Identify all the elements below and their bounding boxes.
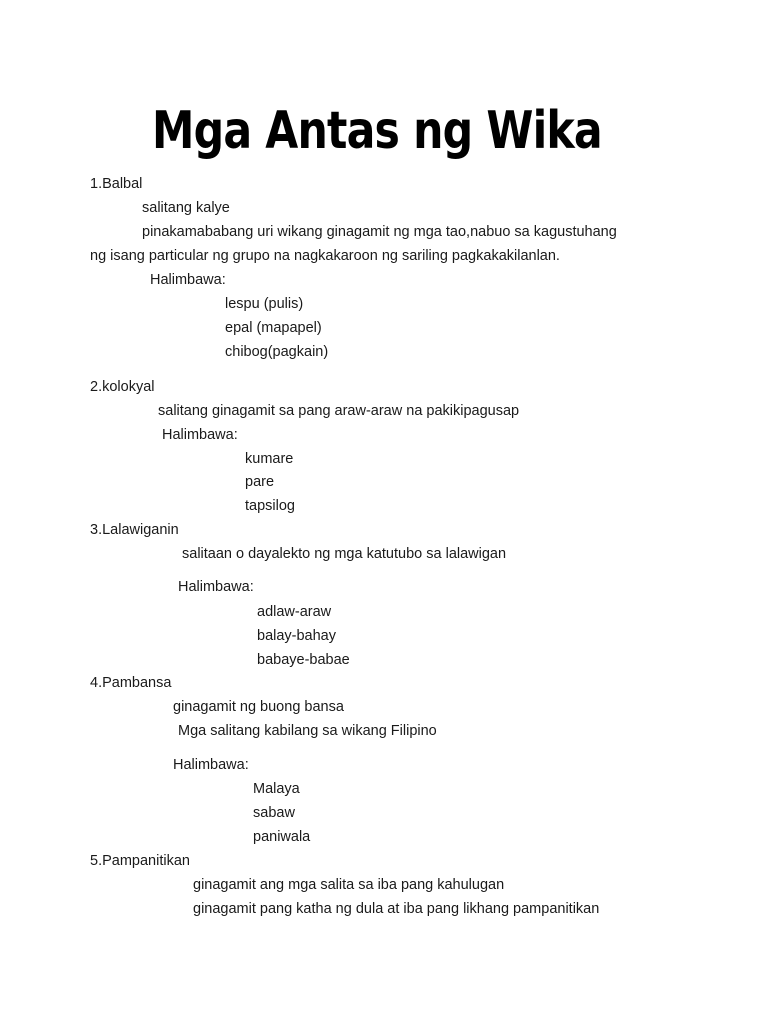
definition-line: salitaan o dayalekto ng mga katutubo sa lalawigan xyxy=(182,546,507,562)
page-title: Mga Antas ng Wika xyxy=(152,101,602,161)
example-label: Halimbawa: xyxy=(162,427,238,443)
example-item: tapsilog xyxy=(245,498,295,514)
example-item: epal (mapapel) xyxy=(225,320,322,336)
example-item: kumare xyxy=(245,451,294,467)
example-label: Halimbawa: xyxy=(150,272,226,288)
section-heading: 3.Lalawiganin xyxy=(90,522,179,538)
definition-line: ginagamit ng buong bansa xyxy=(173,699,344,715)
example-item: babaye-babae xyxy=(257,652,350,668)
example-item: lespu (pulis) xyxy=(225,296,304,312)
definition-line: Mga salitang kabilang sa wikang Filipino xyxy=(178,723,437,739)
section-heading: 5.Pampanitikan xyxy=(90,853,190,869)
definition-line: ginagamit pang katha ng dula at iba pang likhang pampanitikan xyxy=(193,901,600,917)
section-heading: 1.Balbal xyxy=(90,176,143,192)
definition-line: salitang kalye xyxy=(142,200,230,216)
example-label: Halimbawa: xyxy=(178,579,254,595)
example-item: Malaya xyxy=(253,781,300,797)
definition-line: pinakamababang uri wikang ginagamit ng mga tao,nabuo sa kagustuhang xyxy=(142,224,617,240)
section-heading: 2.kolokyal xyxy=(90,379,155,395)
definition-line: salitang ginagamit sa pang araw-araw na pakikipagusap xyxy=(158,403,520,419)
example-item: sabaw xyxy=(253,805,295,821)
example-item: adlaw-araw xyxy=(257,604,332,620)
example-label: Halimbawa: xyxy=(173,757,249,773)
example-item: chibog(pagkain) xyxy=(225,344,329,360)
example-item: pare xyxy=(245,474,275,490)
example-item: balay-bahay xyxy=(257,628,336,644)
section-heading: 4.Pambansa xyxy=(90,675,172,691)
definition-line: ginagamit ang mga salita sa iba pang kahulugan xyxy=(193,877,505,893)
definition-line: ng isang particular ng grupo na nagkakaroon ng sariling pagkakakilanlan. xyxy=(90,248,560,264)
example-item: paniwala xyxy=(253,829,311,845)
